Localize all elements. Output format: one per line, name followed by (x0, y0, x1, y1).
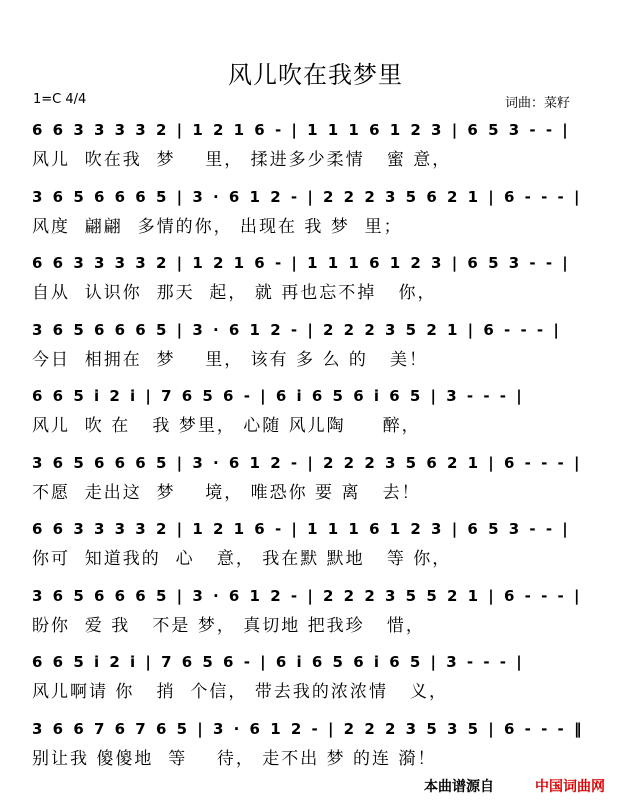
lyric-row: 你可 知道我的 心 意， 我在默 默地 等 你， (32, 549, 452, 569)
source-label: 本曲谱源自 (424, 779, 494, 795)
lyric-row: 盼你 爱 我 不是 梦， 真切地 把我珍 惜， (32, 615, 425, 636)
notation-row: 3 6 5 6 6 6 5 | 3 · 6 1 2 - | 2 2 2 3 5 2 1 | 6 - - - | (32, 320, 560, 339)
notation-row: 6 6 3 3 3 3 2 | 1 2 1 6 - | 1 1 1 6 1 2 3 | 6 5 3 - - | (32, 254, 569, 272)
notation-row: 6 6 3 3 3 3 2 | 1 2 1 6 - | 1 1 1 6 1 2 3 | 6 5 3 - - | (32, 121, 569, 139)
song-title: 风儿吹在我梦里 (228, 61, 403, 89)
lyric-row: 今日 相拥在 梦 里， 该有 多 么 的 美！ (32, 349, 429, 370)
notation-row: 6 6 5 i 2 i | 7 6 5 6 - | 6 i 6 5 6 i 6 5 | 3 - - - | (32, 387, 523, 405)
lyric-row: 风儿 吹在我 梦 里， 揉进多少柔情 蜜 意， (32, 150, 452, 170)
lyric-row: 风儿啊请 你 捎 个信， 带去我的浓浓情 义， (32, 682, 449, 702)
notation-row: 3 6 5 6 6 6 5 | 3 · 6 1 2 - | 2 2 2 3 5 5 2 1 | 6 - - - | (32, 586, 581, 605)
score-line (0, 183, 631, 243)
notation-row: 6 6 3 3 3 3 2 | 1 2 1 6 - | 1 1 1 6 1 2 3 | 6 5 3 - - | (32, 520, 569, 538)
score-line (0, 382, 631, 442)
lyric-row: 自从 认识你 那天 起， 就 再也忘不掉 你， (32, 283, 437, 303)
score-line (0, 249, 631, 309)
key-time-signature: 1=C 4/4 (33, 92, 87, 107)
site-name[interactable]: 中国词曲网 (535, 779, 605, 795)
lyric-row: 不愿 走出这 梦 境， 唯恐你 要 离 去！ (32, 482, 421, 503)
score-line (0, 715, 631, 775)
score-line (0, 316, 631, 376)
lyric-row: 别让我 傻傻地 等 待， 走不出 梦 的连 漪！ (32, 748, 437, 769)
credit-line: 词曲：菜籽 (505, 96, 571, 111)
notation-row: 6 6 5 i 2 i | 7 6 5 6 - | 6 i 6 5 6 i 6 5 | 3 - - - | (32, 653, 523, 671)
notation-row: 3 6 6 7 6 7 6 5 | 3 · 6 1 2 - | 2 2 2 3 5 3 5 | 6 - - - ‖ (32, 719, 583, 738)
lyric-row: 风度 翩翩 多情的你， 出现在 我 梦 里； (32, 216, 403, 237)
score-line (0, 515, 631, 575)
score-line (0, 116, 631, 176)
score-line (0, 582, 631, 642)
notation-row: 3 6 5 6 6 6 5 | 3 · 6 1 2 - | 2 2 2 3 5 6 2 1 | 6 - - - | (32, 453, 581, 472)
score-line (0, 648, 631, 708)
score-line (0, 449, 631, 509)
notation-row: 3 6 5 6 6 6 5 | 3 · 6 1 2 - | 2 2 2 3 5 6 2 1 | 6 - - - | (32, 187, 581, 206)
lyric-row: 风儿 吹 在 我 梦里， 心随 风儿陶 醉， (32, 416, 421, 436)
